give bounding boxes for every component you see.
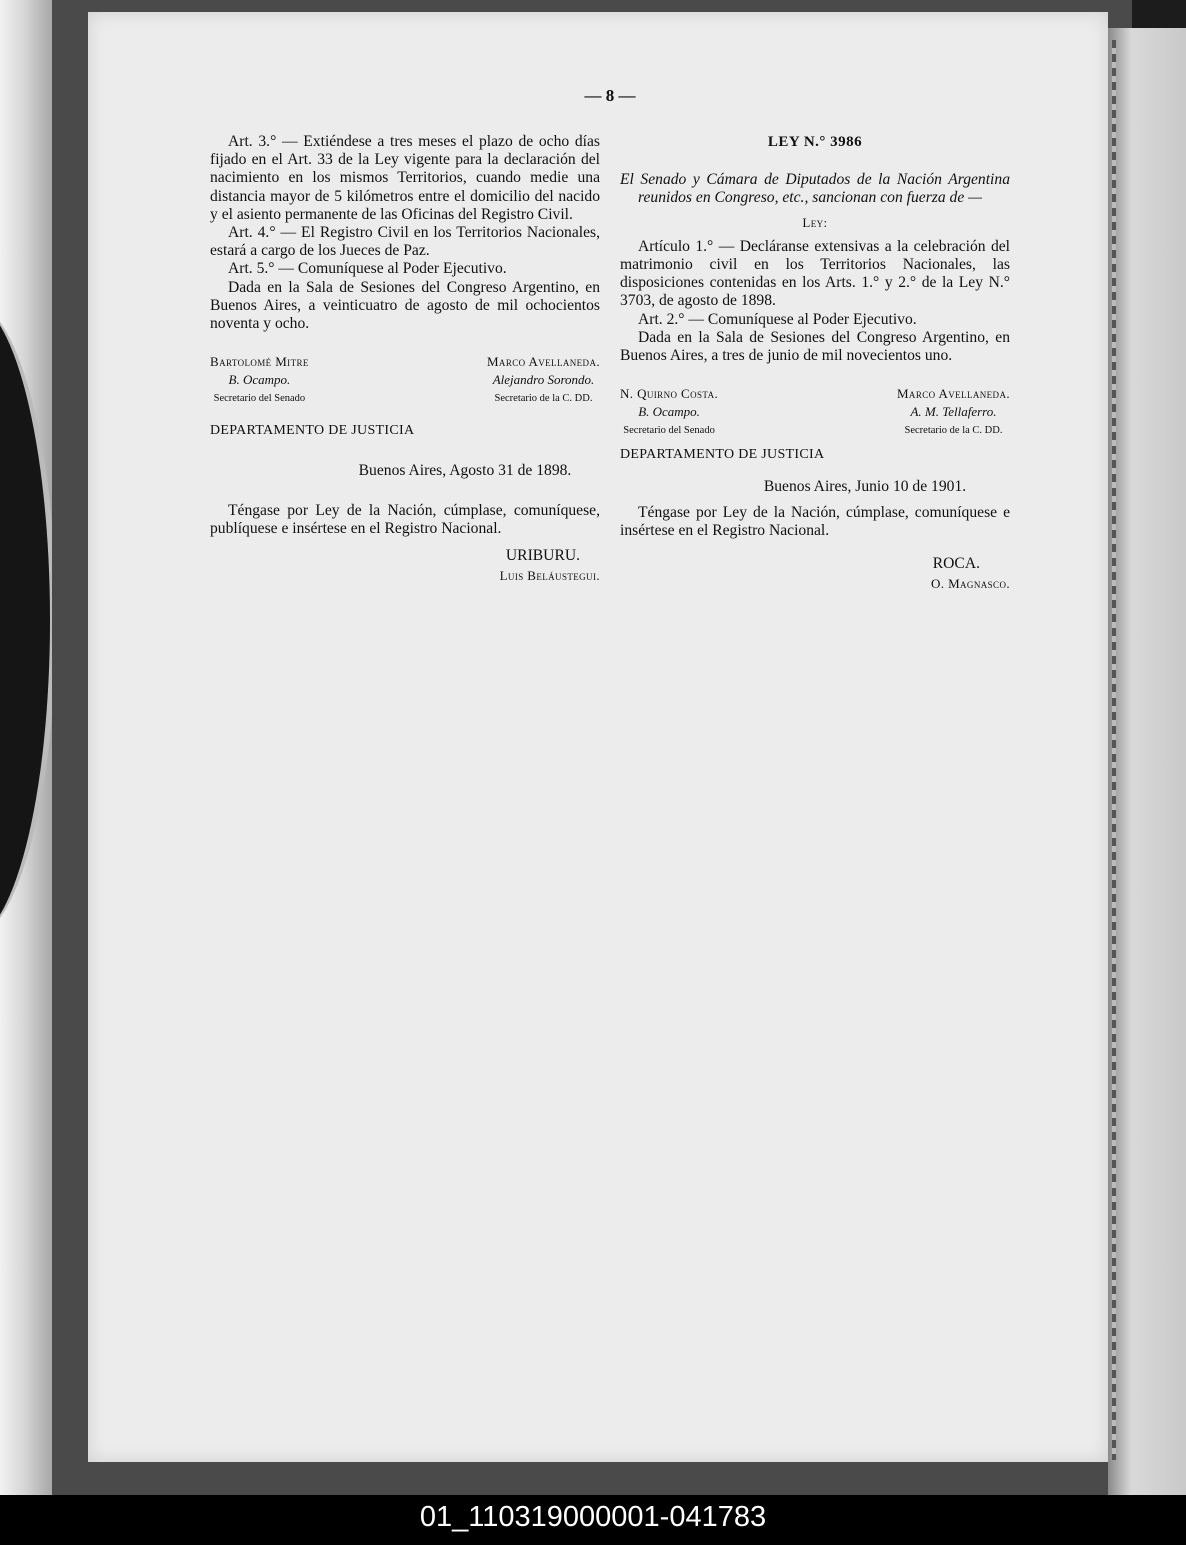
signature-right [897, 385, 1010, 440]
tengase-paragraph: Téngase por Ley de la Nación, cúmplase, comuníquese e insértese en el Registro Nacional. [620, 504, 1010, 540]
secretary-role: Secretario del Senado [623, 424, 715, 436]
dada-paragraph: Dada en la Sala de Sesiones del Congreso Argentino, en Buenos Aires, a tres de junio de mil novecientos uno. [620, 328, 1010, 365]
dada-paragraph: Dada en la Sala de Sesiones del Congreso Argentino, en Buenos Aires, a veinticuatro de agosto de mil ochocientos noventa y ocho. [210, 278, 600, 333]
secretary-name: B. Ocampo. [228, 372, 291, 388]
signature-left [210, 353, 309, 408]
image-id-bar [0, 1495, 1186, 1545]
secretary-name: B. Ocampo. [638, 404, 700, 420]
page-number: — 8 — [584, 86, 636, 105]
article-3: Art. 3.° — Extiéndese a tres meses el plazo de ocho días fijado en el Art. 33 de la Ley vigente para la declaración del nacimiento en los mismos Territorios, cuando medie una distancia mayor de 5 kilómetros entre el domicilio del nacido y el asiento permanente de las Oficinas del Registro Civil. [210, 133, 600, 223]
right-column [620, 133, 1010, 593]
signature-right [487, 353, 600, 408]
article-1: Artículo 1.° — Decláranse extensivas a la celebración del matrimonio civil en los Territorios Nacionales, las disposiciones contenidas en los Arts. 1.° y 2.° de la Ley N.° 3703, de agosto de 1898. [620, 237, 1010, 310]
facing-page-edge [1108, 28, 1186, 1495]
image-id-text: 01_110319000001-041783 [419, 1501, 767, 1533]
signer-name: Marco Avellaneda. [896, 386, 1010, 402]
signer-2: O. Magnasco. [930, 575, 1010, 591]
signature-block [620, 385, 1010, 440]
article-2: Art. 2.° — Comuníquese al Poder Ejecutivo. [638, 310, 917, 328]
signature-left [620, 385, 718, 440]
decree-date: Buenos Aires, Junio 10 de 1901. [763, 478, 967, 496]
signer-name: Bartolomé Mitre [210, 354, 309, 370]
ley-heading: Ley: [802, 214, 828, 230]
signer-1: URIBURU. [505, 546, 580, 564]
signer-name: N. Quirno Costa. [620, 386, 719, 402]
preamble: El Senado y Cámara de Diputados de la Nación Argentina reunidos en Congreso, etc., sancionan con fuerza de — [620, 171, 1010, 207]
book-binding [1112, 40, 1116, 1460]
signature-block [210, 353, 600, 408]
decree-date: Buenos Aires, Agosto 31 de 1898. [358, 462, 572, 480]
secretary-role: Secretario de la C. DD. [494, 392, 593, 404]
article-4: Art. 4.° — El Registro Civil en los Territorios Nacionales, estará a cargo de los Jueces de Paz. [210, 224, 600, 260]
department-heading: DEPARTAMENTO DE JUSTICIA [620, 446, 825, 462]
left-column [210, 133, 600, 585]
signer-2: Luis Beláustegui. [499, 567, 600, 583]
tengase-paragraph: Téngase por Ley de la Nación, cúmplase, comuníquese, publíquese e insértese en el Registro Nacional. [210, 502, 600, 538]
law-title: LEY N.° 3986 [767, 134, 863, 150]
article-5: Art. 5.° — Comuníquese al Poder Ejecutivo. [228, 260, 507, 278]
secretary-role: Secretario de la C. DD. [904, 424, 1003, 436]
department-heading: DEPARTAMENTO DE JUSTICIA [210, 422, 415, 438]
secretary-name: A. M. Tellaferro. [910, 404, 997, 420]
signer-name: Marco Avellaneda. [486, 354, 600, 370]
secretary-role: Secretario del Senado [213, 392, 306, 404]
signer-1: ROCA. [932, 554, 980, 572]
secretary-name: Alejandro Sorondo. [492, 372, 595, 388]
